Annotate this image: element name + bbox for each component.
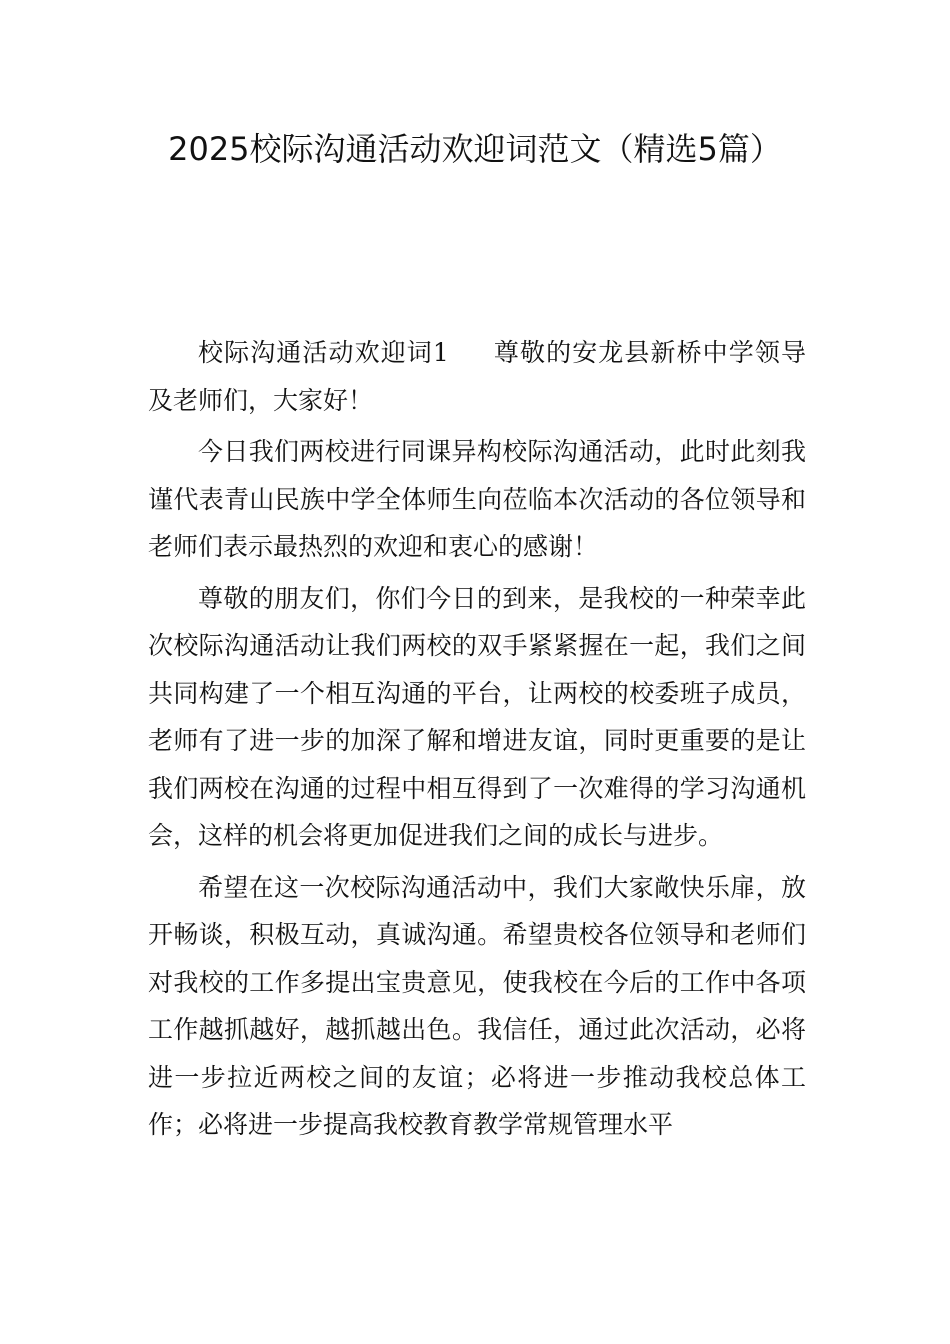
paragraph-2: 今日我们两校进行同课异构校际沟通活动，此时此刻我谨代表青山民族中学全体师生向莅临本次活动的各位领导和老师们表示最热烈的欢迎和衷心的感谢！ [148, 437, 806, 561]
document-title: 2025校际沟通活动欢迎词范文（精选5篇） [168, 130, 782, 168]
paragraph-4: 希望在这一次校际沟通活动中，我们大家敞快乐扉，放开畅谈，积极互动，真诚沟通。希望贵校各位领导和老师们对我校的工作多提出宝贵意见，使我校在今后的工作中各项工作越抓越好，越抓越出色。我信任，通过此次活动，必将进一步拉近两校之间的友谊；必将进一步推动我校总体工作；必将进一步提高我校教育教学常规管理水平 [148, 872, 806, 1139]
paragraph-3: 尊敬的朋友们，你们今日的到来，是我校的一种荣幸此次校际沟通活动让我们两校的双手紧紧握在一起，我们之间共同构建了一个相互沟通的平台，让两校的校委班子成员，老师有了进一步的加深了解和增进友谊，同时更重要的是让我们两校在沟通的过程中相互得到了一次难得的学习沟通机会，这样的机会将更加促进我们之间的成长与进步。 [148, 583, 806, 850]
section-heading: 校际沟通活动欢迎词1 [198, 338, 449, 367]
document-body [148, 329, 806, 1153]
paragraph-1 [148, 329, 806, 424]
paragraph-1-text: 尊敬的安龙县新桥中学领导及老师们，大家好！ [148, 338, 806, 415]
